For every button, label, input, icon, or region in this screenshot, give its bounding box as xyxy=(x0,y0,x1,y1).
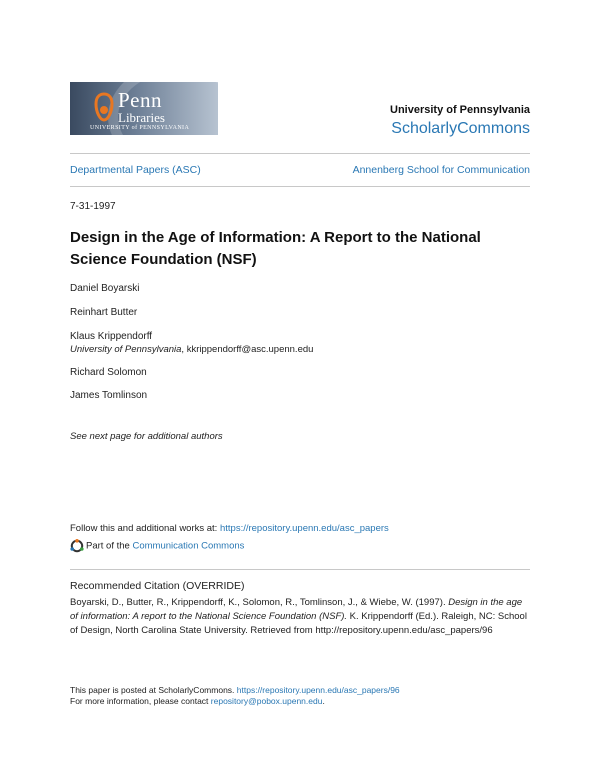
repository-link[interactable]: ScholarlyCommons xyxy=(391,120,530,137)
penn-libraries-logo[interactable] xyxy=(70,82,218,135)
author-affiliation xyxy=(70,344,313,355)
citation-authors: Boyarski, D., Butter, R., Krippendorff, K., Solomon, R., Tomlinson, J., & Wiebe, W. (1997). xyxy=(70,597,449,608)
divider-citation xyxy=(70,569,530,570)
posted-prefix: This paper is posted at ScholarlyCommons. xyxy=(70,685,237,695)
contact-suffix: . xyxy=(322,696,325,706)
follow-prefix: Follow this and additional works at: xyxy=(70,523,220,534)
citation-heading: Recommended Citation (OVERRIDE) xyxy=(70,580,245,592)
part-of-prefix: Part of the xyxy=(86,540,133,552)
divider-nav xyxy=(70,186,530,187)
author-name: Richard Solomon xyxy=(70,367,147,378)
author-name: James Tomlinson xyxy=(70,390,148,401)
logo-tagline: UNIVERSITY of PENNSYLVANIA xyxy=(90,125,190,131)
posted-line xyxy=(70,685,400,695)
contact-prefix: For more information, please contact xyxy=(70,696,211,706)
author-name: Klaus Krippendorff xyxy=(70,331,153,342)
collection-url-link[interactable]: https://repository.upenn.edu/asc_papers xyxy=(219,523,389,534)
annenberg-school-link[interactable]: Annenberg School for Communication xyxy=(352,164,530,176)
affiliation-email: , kkrippendorff@asc.upenn.edu xyxy=(181,344,314,355)
contact-line xyxy=(70,696,325,706)
divider-top xyxy=(70,153,530,154)
additional-authors-note: See next page for additional authors xyxy=(70,431,223,442)
paper-title: Design in the Age of Information: A Report to the National Science Foundation (NSF) xyxy=(70,229,481,268)
publication-date: 7-31-1997 xyxy=(70,201,116,212)
citation-title: Design in the age of information: A report to the National Science Foundation (NSF). xyxy=(70,597,523,622)
paper-url-link[interactable]: https://repository.upenn.edu/asc_papers/96 xyxy=(236,685,400,695)
logo-title: Penn xyxy=(118,88,162,112)
author-name: Daniel Boyarski xyxy=(70,283,140,294)
author-name: Reinhart Butter xyxy=(70,307,138,318)
logo-subtitle: Libraries xyxy=(118,110,165,125)
contact-email-link[interactable]: repository@pobox.upenn.edu xyxy=(210,696,323,706)
book-mark-icon xyxy=(94,92,114,122)
part-of-line xyxy=(70,539,244,557)
institution-name: University of Pennsylvania xyxy=(390,104,530,116)
follow-line xyxy=(70,523,389,534)
departmental-papers-link[interactable]: Departmental Papers (ASC) xyxy=(70,164,201,176)
citation-text xyxy=(70,596,532,638)
network-commons-icon xyxy=(70,539,84,553)
citation-source: K. Krippendorff (Ed.). Raleigh, NC: School of Design, North Carolina State University. Retrieved from http://repository.upenn.edu/asc_papers/96 xyxy=(70,611,527,636)
affiliation-institution: University of Pennsylvania xyxy=(70,344,182,355)
communication-commons-link[interactable]: Communication Commons xyxy=(132,540,245,552)
